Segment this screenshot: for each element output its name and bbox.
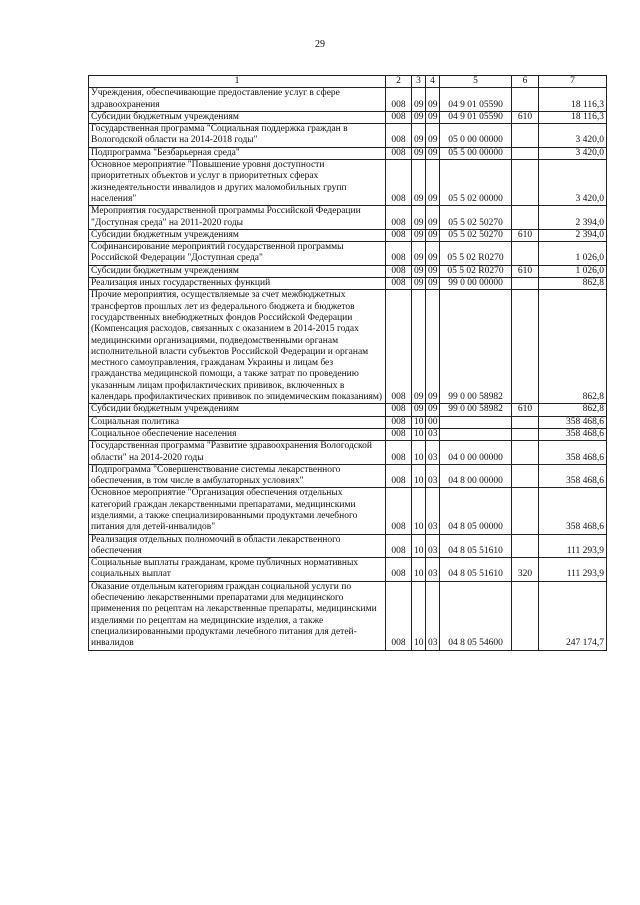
row-subsection-cell: 09	[426, 229, 440, 241]
row-code-cell: 008	[386, 265, 412, 277]
row-amount-cell: 3 420,0	[539, 160, 607, 206]
header-cell: 3	[412, 76, 426, 88]
row-target-article-cell: 05 5 02 R0270	[440, 265, 512, 277]
row-code-cell: 008	[386, 416, 412, 428]
row-subsection-cell: 03	[426, 558, 440, 582]
row-amount-cell: 1 026,0	[539, 265, 607, 277]
row-target-article-cell: 04 0 00 00000	[440, 441, 512, 465]
row-target-article-cell: 05 5 02 R0270	[440, 242, 512, 266]
header-cell: 2	[386, 76, 412, 88]
row-amount-cell: 111 293,9	[539, 558, 607, 582]
row-subsection-cell: 09	[426, 278, 440, 290]
row-amount-cell: 862,8	[539, 278, 607, 290]
row-section-cell: 09	[412, 88, 426, 112]
row-name-cell: Субсидии бюджетным учреждениям	[89, 404, 386, 416]
row-section-cell: 09	[412, 124, 426, 148]
row-section-cell: 10	[412, 488, 426, 534]
row-code-cell: 008	[386, 404, 412, 416]
table-row	[89, 428, 607, 440]
row-name-cell: Мероприятия государственной программы Российской Федерации "Доступная среда" на 2011-2020 годы	[89, 206, 386, 230]
row-amount-cell: 111 293,9	[539, 534, 607, 558]
row-expense-type-cell	[512, 160, 539, 206]
table-row	[89, 265, 607, 277]
row-target-article-cell: 04 8 05 51610	[440, 558, 512, 582]
row-expense-type-cell	[512, 534, 539, 558]
table-row	[89, 290, 607, 404]
row-subsection-cell: 09	[426, 290, 440, 404]
table-row	[89, 278, 607, 290]
row-target-article-cell: 05 0 00 00000	[440, 124, 512, 148]
header-cell: 6	[512, 76, 539, 88]
row-section-cell: 09	[412, 278, 426, 290]
header-cell: 7	[539, 76, 607, 88]
row-subsection-cell: 03	[426, 428, 440, 440]
row-section-cell: 10	[412, 416, 426, 428]
row-amount-cell: 3 420,0	[539, 147, 607, 159]
row-subsection-cell: 03	[426, 464, 440, 488]
row-subsection-cell: 09	[426, 111, 440, 123]
table-row	[89, 558, 607, 582]
table-row	[89, 488, 607, 534]
row-target-article-cell: 05 5 02 50270	[440, 206, 512, 230]
row-section-cell: 09	[412, 206, 426, 230]
table-row	[89, 464, 607, 488]
row-code-cell: 008	[386, 111, 412, 123]
row-target-article-cell: 05 5 02 00000	[440, 160, 512, 206]
row-section-cell: 09	[412, 404, 426, 416]
row-amount-cell: 3 420,0	[539, 124, 607, 148]
table-row	[89, 242, 607, 266]
row-subsection-cell: 09	[426, 147, 440, 159]
row-section-cell: 09	[412, 160, 426, 206]
row-code-cell: 008	[386, 534, 412, 558]
row-code-cell: 008	[386, 581, 412, 650]
budget-table	[88, 75, 607, 651]
row-expense-type-cell	[512, 124, 539, 148]
row-target-article-cell: 05 5 02 50270	[440, 229, 512, 241]
row-target-article-cell: 04 8 05 00000	[440, 488, 512, 534]
row-code-cell: 008	[386, 290, 412, 404]
row-amount-cell: 18 116,3	[539, 88, 607, 112]
row-name-cell: Реализация отдельных полномочий в области лекарственного обеспечения	[89, 534, 386, 558]
row-name-cell: Учреждения, обеспечивающие предоставление услуг в сфере здравоохранения	[89, 88, 386, 112]
header-cell: 1	[89, 76, 386, 88]
table-row	[89, 124, 607, 148]
row-target-article-cell: 04 8 05 51610	[440, 534, 512, 558]
row-code-cell: 008	[386, 428, 412, 440]
row-name-cell: Прочие мероприятия, осуществляемые за счет межбюджетных трансфертов прошлых лет из федерального бюджета и бюджетов государственных внебюджетных фондов Российской Федерации (Компенсация расходов, связанных с оказанием в 2014-2015 годах медицинскими организациями, подведомственными органам исполнительной власти субъектов Российской Федерации и органам местного самоуправления, гражданам Украины и лицам без гражданства медицинской помощи, а также затрат по проведению указанным лицам профилактических прививок, включенных в календарь профилактических прививок по эпидемическим показаниям)	[89, 290, 386, 404]
row-subsection-cell: 03	[426, 488, 440, 534]
row-subsection-cell: 09	[426, 124, 440, 148]
row-section-cell: 09	[412, 147, 426, 159]
row-name-cell: Основное мероприятие "Повышение уровня доступности приоритетных объектов и услуг в приоритетных сферах жизнедеятельности инвалидов и других маломобильных групп населения"	[89, 160, 386, 206]
row-target-article-cell: 99 0 00 58982	[440, 290, 512, 404]
row-section-cell: 09	[412, 229, 426, 241]
row-amount-cell: 1 026,0	[539, 242, 607, 266]
table-row	[89, 441, 607, 465]
row-target-article-cell: 04 9 01 05590	[440, 111, 512, 123]
row-expense-type-cell: 610	[512, 404, 539, 416]
row-subsection-cell: 03	[426, 581, 440, 650]
row-subsection-cell: 03	[426, 441, 440, 465]
row-name-cell: Подпрограмма "Совершенствование системы лекарственного обеспечения, в том числе в амбулаторных условиях"	[89, 464, 386, 488]
row-code-cell: 008	[386, 464, 412, 488]
row-target-article-cell	[440, 428, 512, 440]
row-target-article-cell: 05 5 00 00000	[440, 147, 512, 159]
row-section-cell: 10	[412, 581, 426, 650]
row-target-article-cell: 04 8 00 00000	[440, 464, 512, 488]
row-section-cell: 10	[412, 428, 426, 440]
row-target-article-cell: 04 9 01 05590	[440, 88, 512, 112]
row-expense-type-cell	[512, 488, 539, 534]
row-code-cell: 008	[386, 558, 412, 582]
row-subsection-cell: 09	[426, 88, 440, 112]
row-section-cell: 10	[412, 441, 426, 465]
row-name-cell: Субсидии бюджетным учреждениям	[89, 265, 386, 277]
row-subsection-cell: 09	[426, 206, 440, 230]
row-subsection-cell: 03	[426, 534, 440, 558]
row-expense-type-cell	[512, 441, 539, 465]
row-section-cell: 10	[412, 464, 426, 488]
row-amount-cell: 358 468,6	[539, 428, 607, 440]
row-section-cell: 09	[412, 242, 426, 266]
row-code-cell: 008	[386, 441, 412, 465]
row-name-cell: Подпрограмма "Безбарьерная среда"	[89, 147, 386, 159]
table-row	[89, 160, 607, 206]
row-amount-cell: 247 174,7	[539, 581, 607, 650]
row-code-cell: 008	[386, 206, 412, 230]
row-target-article-cell: 99 0 00 58982	[440, 404, 512, 416]
row-subsection-cell: 00	[426, 416, 440, 428]
page-number: 29	[315, 39, 325, 50]
row-expense-type-cell: 610	[512, 265, 539, 277]
row-expense-type-cell	[512, 88, 539, 112]
row-section-cell: 09	[412, 265, 426, 277]
row-amount-cell: 862,8	[539, 404, 607, 416]
row-code-cell: 008	[386, 488, 412, 534]
row-amount-cell: 2 394,0	[539, 229, 607, 241]
row-target-article-cell: 99 0 00 00000	[440, 278, 512, 290]
table-row	[89, 111, 607, 123]
table-row	[89, 147, 607, 159]
row-name-cell: Оказание отдельным категориям граждан социальной услуги по обеспечению лекарственными препаратами для медицинского применения по рецептам на лекарственные препараты, медицинскими изделиями по рецептам на медицинские изделия, а также специализированными продуктами лечебного питания для детей-инвалидов	[89, 581, 386, 650]
row-expense-type-cell	[512, 206, 539, 230]
header-cell: 5	[440, 76, 512, 88]
row-code-cell: 008	[386, 147, 412, 159]
table-row	[89, 534, 607, 558]
row-expense-type-cell: 320	[512, 558, 539, 582]
row-expense-type-cell	[512, 464, 539, 488]
row-code-cell: 008	[386, 88, 412, 112]
row-code-cell: 008	[386, 160, 412, 206]
row-name-cell: Социальные выплаты гражданам, кроме публичных нормативных социальных выплат	[89, 558, 386, 582]
row-amount-cell: 358 468,6	[539, 464, 607, 488]
row-target-article-cell: 04 8 05 54600	[440, 581, 512, 650]
row-expense-type-cell	[512, 278, 539, 290]
row-name-cell: Реализация иных государственных функций	[89, 278, 386, 290]
table-row	[89, 581, 607, 650]
row-code-cell: 008	[386, 242, 412, 266]
table-row	[89, 229, 607, 241]
row-section-cell: 10	[412, 558, 426, 582]
row-amount-cell: 862,8	[539, 290, 607, 404]
row-name-cell: Основное мероприятие "Организация обеспечения отдельных категорий граждан лекарственными препаратами, медицинскими изделиями, а также специализированными продуктами лечебного питания для детей-инвалидов"	[89, 488, 386, 534]
table-row	[89, 404, 607, 416]
table-row	[89, 416, 607, 428]
row-name-cell: Субсидии бюджетным учреждениям	[89, 229, 386, 241]
table-header-row	[89, 76, 607, 88]
row-section-cell: 09	[412, 111, 426, 123]
header-cell: 4	[426, 76, 440, 88]
row-expense-type-cell	[512, 242, 539, 266]
row-subsection-cell: 09	[426, 404, 440, 416]
row-amount-cell: 2 394,0	[539, 206, 607, 230]
row-code-cell: 008	[386, 278, 412, 290]
row-section-cell: 10	[412, 534, 426, 558]
row-amount-cell: 358 468,6	[539, 441, 607, 465]
row-name-cell: Государственная программа "Социальная поддержка граждан в Вологодской области на 2014-2018 годы"	[89, 124, 386, 148]
row-subsection-cell: 09	[426, 265, 440, 277]
table-row	[89, 206, 607, 230]
row-name-cell: Субсидии бюджетным учреждениям	[89, 111, 386, 123]
table-row	[89, 88, 607, 112]
row-expense-type-cell	[512, 428, 539, 440]
row-amount-cell: 358 468,6	[539, 488, 607, 534]
row-name-cell: Социальная политика	[89, 416, 386, 428]
row-target-article-cell	[440, 416, 512, 428]
row-expense-type-cell: 610	[512, 111, 539, 123]
row-subsection-cell: 09	[426, 160, 440, 206]
row-name-cell: Софинансирование мероприятий государственной программы Российской Федерации "Доступная среда"	[89, 242, 386, 266]
row-code-cell: 008	[386, 124, 412, 148]
row-amount-cell: 358 468,6	[539, 416, 607, 428]
row-subsection-cell: 09	[426, 242, 440, 266]
row-expense-type-cell	[512, 581, 539, 650]
row-amount-cell: 18 116,3	[539, 111, 607, 123]
row-name-cell: Государственная программа "Развитие здравоохранения Вологодской области" на 2014-2020 годы	[89, 441, 386, 465]
row-expense-type-cell	[512, 416, 539, 428]
row-code-cell: 008	[386, 229, 412, 241]
row-section-cell: 09	[412, 290, 426, 404]
row-expense-type-cell	[512, 147, 539, 159]
row-expense-type-cell	[512, 290, 539, 404]
row-name-cell: Социальное обеспечение населения	[89, 428, 386, 440]
row-expense-type-cell: 610	[512, 229, 539, 241]
